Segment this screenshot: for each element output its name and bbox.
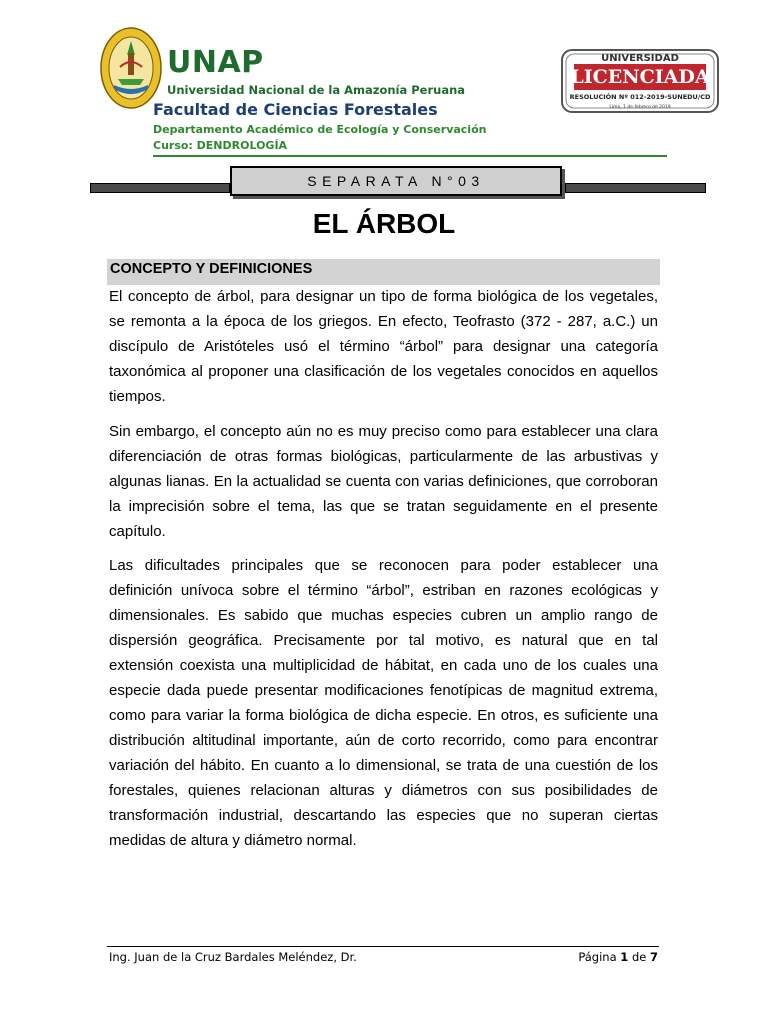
course-name: Curso: DENDROLOGÍA — [153, 139, 288, 152]
page-word: Página — [578, 950, 617, 964]
paragraph-2: Sin embargo, el concepto aún no es muy preciso como para establecer una clara diferenciación de otras formas biológicas, particularmente de las arbustivas y algunas lianas. En la actualidad se cuenta con varias definiciones, que corroboran la imprecisión sobre el tema, las que se tratan seguidamente en el presente capítulo. — [109, 423, 658, 540]
footer-divider — [107, 946, 659, 947]
current-page: 1 — [620, 950, 629, 964]
separata-banner: SEPARATA N°03 — [230, 166, 562, 196]
total-pages: 7 — [649, 950, 658, 964]
paragraph-3: Las dificultades principales que se reconocen para poder establecer una definición unívoca sobre el término “árbol”, estriban en razones ecológicas y dimensionales. Es sabido que muchas especies cubren un amplio rango de dispersión geográfica. Precisamente por tal motivo, es natural que en tal extensión coexista una multiplicidad de hábitat, en cada uno de los cuales una especie dada puede presentar modificaciones fenotípicas de magnitud extrema, como para variar la forma biológica de dicha especie. En otros, es suficiente una distribución altitudinal importante, aún de corto recorrido, como para encontrar variación del hábito. En cuanto a lo dimensional, se trata de una cuestión de los forestales, quienes relacionan alturas y diámetros con sus posibilidades de transformación industrial, descartando las especies que no superan ciertas medidas de altura y diámetro normal. — [109, 557, 658, 849]
department-name: Departamento Académico de Ecología y Conservación — [153, 123, 487, 136]
page-of-word: de — [631, 950, 647, 964]
badge-resolution-text: RESOLUCIÓN Nº 012-2019-SUNEDU/CD — [569, 93, 711, 101]
university-seal-logo — [100, 27, 162, 109]
licensed-university-badge — [560, 46, 720, 116]
footer-author: Ing. Juan de la Cruz Bardales Meléndez, Dr. — [109, 950, 357, 964]
badge-date-text: Lima, 1 de febrero de 2019 — [609, 105, 671, 110]
paragraph-1: El concepto de árbol, para designar un tipo de forma biológica de los vegetales, se remonta a la época de los griegos. En efecto, Teofrasto (372 - 287, a.C.) un discípulo de Aristóteles usó el término “árbol” para designar una categoría taxonómica al proponer una clasificación de los vegetales conocidos en aquellos tiempos. — [109, 288, 658, 405]
badge-top-text: UNIVERSIDAD — [601, 53, 679, 64]
section-heading: CONCEPTO Y DEFINICIONES — [107, 259, 660, 285]
university-acronym: UNAP — [167, 45, 264, 80]
university-name: Universidad Nacional de la Amazonía Peruana — [167, 83, 466, 97]
page-number — [578, 950, 658, 964]
banner-left-bar — [90, 183, 230, 193]
banner-right-bar — [565, 183, 706, 193]
faculty-name: Facultad de Ciencias Forestales — [153, 100, 438, 119]
header-divider — [153, 155, 667, 157]
document-title: EL ÁRBOL — [312, 208, 456, 239]
badge-main-text: LICENCIADA — [570, 66, 710, 88]
